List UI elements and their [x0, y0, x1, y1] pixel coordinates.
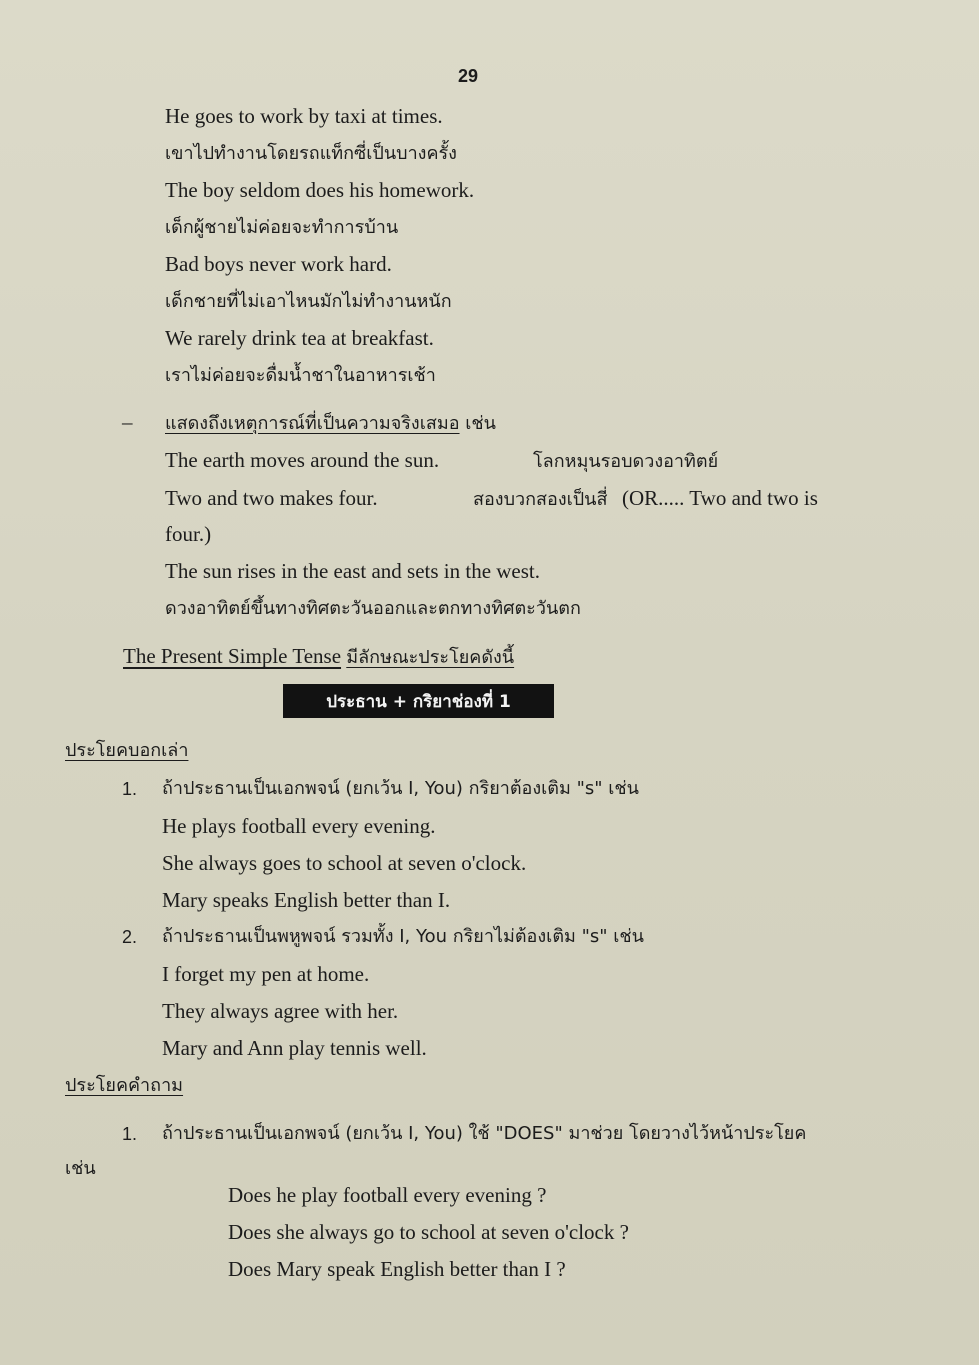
example-sentence-th: เขาไปทำงานโดยรถแท็กซี่เป็นบางครั้ง — [165, 143, 457, 164]
example-sentence-en: He plays football every evening. — [162, 814, 436, 838]
rule-text: ถ้าประธานเป็นเอกพจน์ (ยกเว้น I, You) กริยาต้องเติม "s" เช่น — [162, 778, 639, 799]
example-sentence-en: They always agree with her. — [162, 999, 399, 1023]
example-sentence-th: เด็กชายที่ไม่เอาไหนมักไม่ทำงานหนัก — [165, 291, 452, 312]
section-heading — [165, 411, 496, 437]
item-number: 1. — [122, 779, 138, 799]
section-heading-suffix: เช่น — [465, 413, 496, 434]
question-heading: ประโยคคำถาม — [65, 1075, 184, 1096]
example-sentence-th: ดวงอาทิตย์ขึ้นทางทิศตะวันออกและตกทางทิศตะวันตก — [165, 598, 581, 619]
example-sentence-th: เราไม่ค่อยจะดื่มน้ำชาในอาหารเช้า — [165, 365, 436, 386]
affirmative-heading: ประโยคบอกเล่า — [65, 740, 189, 761]
example-sentence-en: The earth moves around the sun. — [165, 448, 440, 472]
example-sentence-en: I forget my pen at home. — [162, 962, 370, 986]
example-sentence-en: She always goes to school at seven o'clock. — [162, 851, 527, 875]
example-sentence-th: เด็กผู้ชายไม่ค่อยจะทำการบ้าน — [165, 217, 399, 238]
example-sentence-en: The sun rises in the east and sets in the west. — [165, 559, 541, 583]
rule-text: ถ้าประธานเป็นพหูพจน์ รวมทั้ง I, You กริยาไม่ต้องเติม "s" เช่น — [162, 926, 644, 947]
formula-box: ประธาน + กริยาช่องที่ 1 — [283, 684, 554, 718]
example-sentence-th: สองบวกสองเป็นสี่ — [473, 489, 608, 510]
section-heading-text: แสดงถึงเหตุการณ์ที่เป็นความจริงเสมอ — [165, 413, 460, 434]
tense-title — [123, 643, 514, 671]
example-sentence-en: The boy seldom does his homework. — [165, 178, 475, 202]
alternative-note: (OR..... Two and two is — [622, 486, 818, 510]
example-sentence-en: He goes to work by taxi at times. — [165, 104, 443, 128]
example-sentence-th: โลกหมุนรอบดวงอาทิตย์ — [533, 451, 719, 472]
rule-text: ถ้าประธานเป็นเอกพจน์ (ยกเว้น I, You) ใช้ "DOES" มาช่วย โดยวางไว้หน้าประโยค — [162, 1123, 807, 1144]
question-example: Does Mary speak English better than I ? — [228, 1257, 566, 1281]
question-example: Does he play football every evening ? — [228, 1183, 547, 1207]
example-sentence-en: Mary and Ann play tennis well. — [162, 1036, 427, 1060]
rule-text-cont: เช่น — [65, 1158, 96, 1179]
example-sentence-en: Bad boys never work hard. — [165, 252, 392, 276]
item-number: 1. — [122, 1124, 138, 1144]
tense-title-en: The Present Simple Tense — [123, 644, 342, 668]
example-sentence-en: Mary speaks English better than I. — [162, 888, 451, 912]
bullet-dash: – — [122, 410, 133, 434]
tense-title-th: มีลักษณะประโยคดังนี้ — [346, 647, 515, 668]
page-number: 29 — [458, 66, 479, 86]
alternative-note-cont: four.) — [165, 522, 212, 546]
example-sentence-en: Two and two makes four. — [165, 486, 378, 510]
item-number: 2. — [122, 927, 138, 947]
example-sentence-en: We rarely drink tea at breakfast. — [165, 326, 434, 350]
question-example: Does she always go to school at seven o'clock ? — [228, 1220, 629, 1244]
